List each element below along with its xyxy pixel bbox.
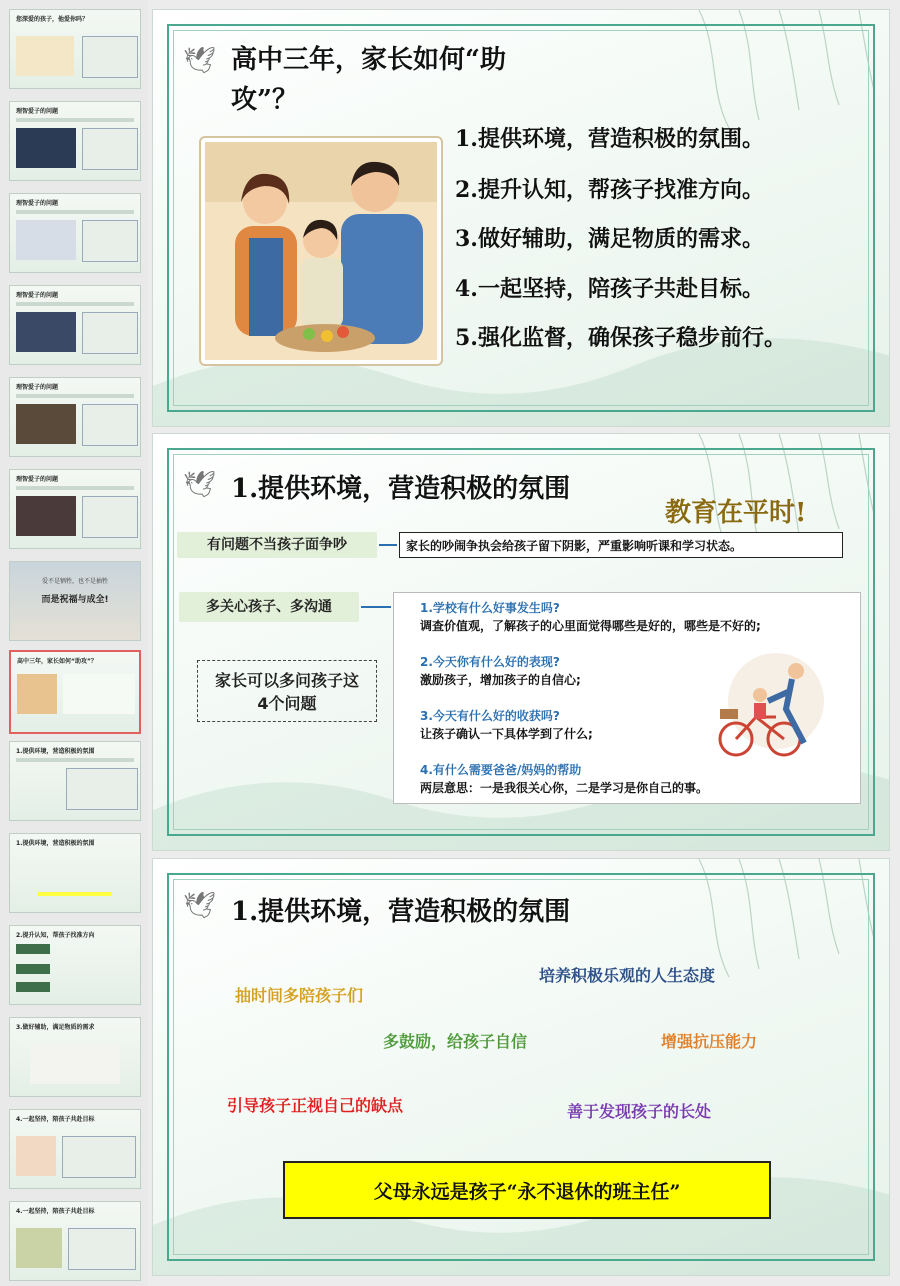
thumbnail-title: 理智爱子的问题 [16, 384, 59, 391]
agenda-item-5: 5.强化监督，确保孩子稳步前行。 [455, 325, 786, 351]
willow-decoration [659, 10, 889, 130]
thumbnail-title: 1.提供环境，营造积极的氛围 [16, 748, 95, 755]
slide-thumbnail-9[interactable] [9, 741, 141, 821]
thumbnail-title: 理智爱子的问题 [16, 200, 59, 207]
answer-2: 激励孩子，增加孩子的自信心; [420, 673, 581, 687]
crane-icon: 🕊 [183, 46, 217, 76]
tip-spend-time: 抽时间多陪孩子们 [235, 986, 364, 1005]
crane-icon: 🕊 [183, 470, 217, 500]
tip-positive-attitude: 培养积极乐观的人生态度 [539, 966, 716, 985]
topic-answer-text: 家长的吵闹争执会给孩子留下阴影，严重影响听课和学习状态。 [399, 532, 843, 558]
thumbnail-title: 爱不是牺牲，也不是抽牲 [41, 578, 108, 585]
slide-thumbnail-14[interactable] [9, 1201, 141, 1281]
slide-1 [152, 9, 890, 427]
thumbnail-title: 4.一起坚持，陪孩子共赴目标 [16, 1116, 95, 1123]
arrow-connector [361, 606, 391, 608]
family-illustration-graphic [205, 142, 437, 360]
slide-thumbnail-8-selected[interactable] [9, 650, 141, 734]
thumbnail-title: 您深爱的孩子，他爱你吗？ [16, 16, 89, 23]
question-2: 2.今天你有什么好的表现? [420, 655, 560, 669]
thumbnail-subtitle: 而是祝福与成全! [41, 595, 109, 605]
slide-thumbnail-2[interactable] [9, 101, 141, 181]
tip-resilience: 增强抗压能力 [661, 1032, 758, 1051]
answer-3: 让孩子确认一下具体学到了什么; [420, 727, 593, 741]
slide-title: 1.提供环境，营造积极的氛围 [231, 897, 571, 927]
slide-title [231, 40, 506, 120]
question-4: 4.有什么需要爸爸/妈妈的帮助 [420, 763, 582, 777]
slogan-text: 教育在平时! [665, 498, 807, 528]
thumbnail-title: 理智爱子的问题 [16, 292, 59, 299]
thumbnail-title: 理智爱子的问题 [16, 108, 59, 115]
agenda-item-1: 1.提供环境，营造积极的氛围。 [455, 126, 764, 152]
slide-thumbnail-10[interactable] [9, 833, 141, 913]
slide-title: 1.提供环境，营造积极的氛围 [231, 474, 571, 504]
thumbnail-title: 2.提升认知，帮孩子找准方向 [16, 932, 95, 939]
slide-title-line1: 高中三年，家长如何“助 [231, 45, 506, 75]
slide-thumbnail-3[interactable] [9, 193, 141, 273]
slide-thumbnail-13[interactable] [9, 1109, 141, 1189]
slide-thumbnail-12[interactable] [9, 1017, 141, 1097]
arrow-connector [379, 544, 397, 546]
agenda-item-2: 2.提升认知，帮孩子找准方向。 [455, 177, 764, 203]
questions-note-box: 家长可以多问孩子这4个问题 [197, 660, 377, 722]
slide-thumbnail-11[interactable] [9, 925, 141, 1005]
slide-3 [152, 858, 890, 1276]
answer-1: 调查价值观，了解孩子的心里面觉得哪些是好的，哪些是不好的; [420, 619, 761, 633]
highlight-banner: 父母永远是孩子“永不退休的班主任” [283, 1161, 771, 1219]
slide-thumbnail-5[interactable] [9, 377, 141, 457]
slide-2 [152, 433, 890, 851]
thumbnail-title: 4.一起坚持，陪孩子共赴目标 [16, 1208, 95, 1215]
thumbnail-title: 3.做好辅助，满足物质的需求 [16, 1024, 95, 1031]
slide-title-line2: 攻”？ [231, 85, 298, 115]
slide-thumbnail-4[interactable] [9, 285, 141, 365]
slide-thumbnail-panel [0, 0, 148, 1286]
thumbnail-title: 高中三年，家长如何“助攻”？ [17, 658, 97, 665]
bicycle-illustration [706, 651, 846, 761]
agenda-item-4: 4.一起坚持，陪孩子共赴目标。 [455, 276, 764, 302]
family-cooking-illustration [201, 138, 441, 364]
willow-decoration [659, 859, 889, 979]
thumbnail-title: 1.提供环境，营造积极的氛围 [16, 840, 95, 847]
agenda-item-3: 3.做好辅助，满足物质的需求。 [455, 226, 764, 252]
slide-thumbnail-7[interactable] [9, 561, 141, 641]
thumbnail-title: 理智爱子的问题 [16, 476, 59, 483]
answer-4: 两层意思：一是我很关心你，二是学习是你自己的事。 [420, 781, 709, 795]
topic-chip-no-arguing: 有问题不当孩子面争吵 [177, 532, 377, 558]
tip-find-strengths: 善于发现孩子的长处 [567, 1102, 712, 1121]
question-1: 1.学校有什么好事发生吗? [420, 601, 560, 615]
questions-panel [393, 592, 861, 804]
topic-chip-communicate: 多关心孩子、多沟通 [179, 592, 359, 622]
slide-thumbnail-1[interactable] [9, 9, 141, 89]
tip-face-weaknesses: 引导孩子正视自己的缺点 [227, 1096, 404, 1115]
question-3: 3.今天有什么好的收获吗? [420, 709, 560, 723]
slide-thumbnail-6[interactable] [9, 469, 141, 549]
tip-encourage: 多鼓励，给孩子自信 [383, 1032, 528, 1051]
crane-icon: 🕊 [183, 891, 217, 921]
